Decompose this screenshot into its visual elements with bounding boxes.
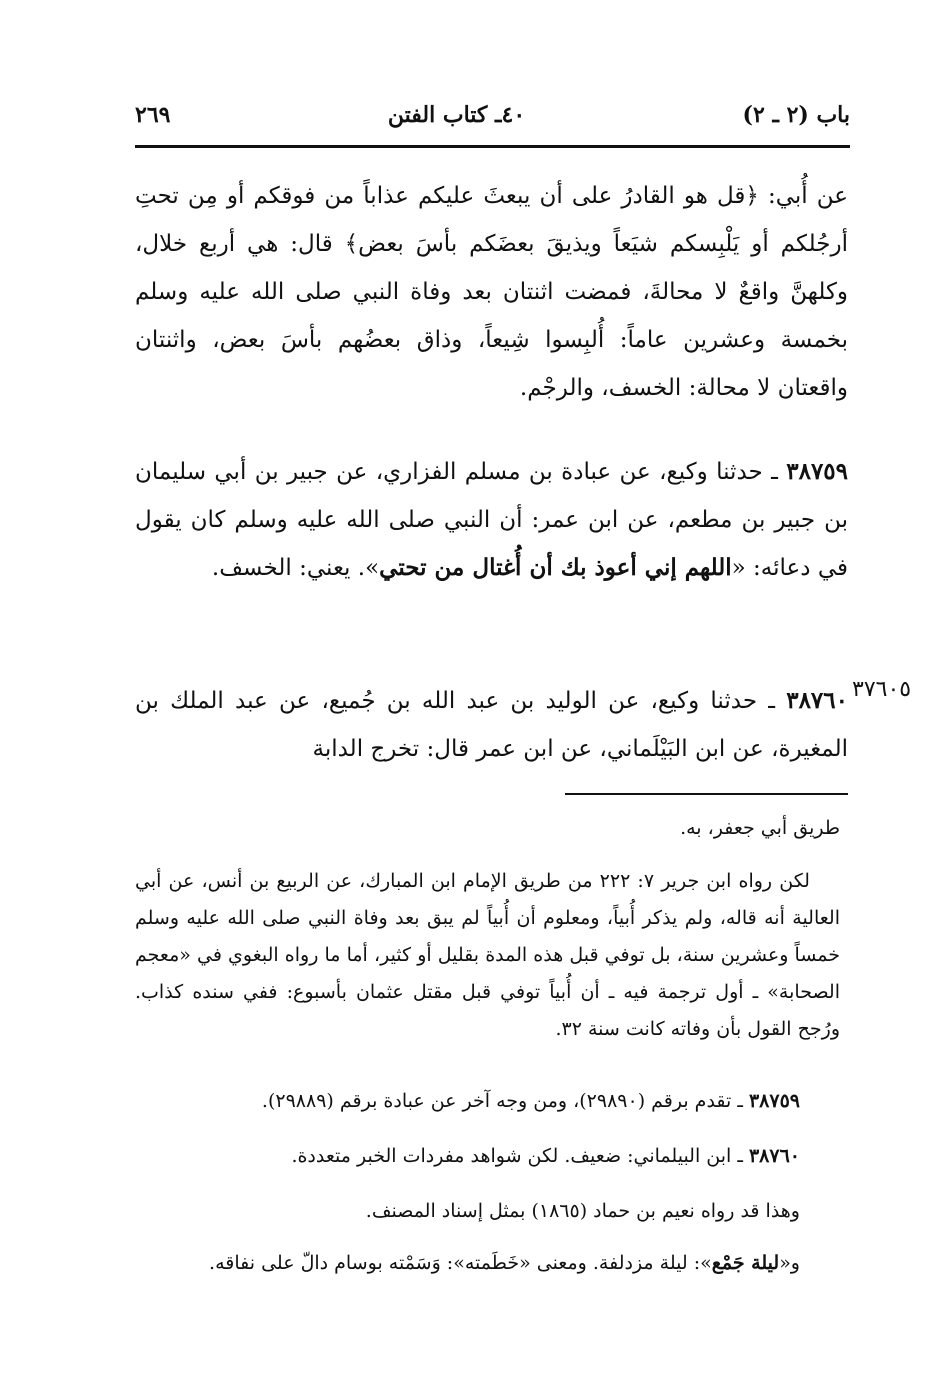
book-title: ٤٠ـ كتاب الفتن (387, 102, 526, 128)
footnote-number: ٣٨٧٥٩ (748, 1090, 800, 1112)
footnote-line (135, 810, 840, 847)
page-number: ٢٦٩ (135, 102, 171, 128)
footnote-text: »: ليلة مزدلفة. ومعنى «خَطَمته»: وَسَمْته بوسام دالّ على نفاقه. (209, 1252, 712, 1274)
footnote-text: وهذا قد رواه نعيم بن حماد (١٨٦٥) بمثل إسناد المصنف. (365, 1200, 800, 1222)
footnote-note (135, 1193, 840, 1230)
footnote-paragraph (135, 863, 840, 1048)
continuation-text: عن أُبي: ﴿قل هو القادرُ على أن يبعثَ عليكم عذاباً من فوقكم أو مِن تحتِ أرجُلكم أو يَلْبِسكم شيَعاً ويذيقَ بعضَكم بأسَ بعض﴾ قال: هي أربع خلال، وكلهنَّ واقعٌ لا محالةَ، فمضت اثنتان بعد وفاة النبي صلى الله عليه وسلم بخمسة وعشرين عاماً: أُلبِسوا شِيعاً، وذاق بعضُهم بأسَ بعض، واثنتان واقعتان لا محالة: الخسف، والرجْم. (135, 183, 848, 401)
footnote-note (135, 1245, 840, 1282)
footnote-text: ـ ابن البيلماني: ضعيف. لكن شواهد مفردات الخبر متعددة. (291, 1145, 743, 1167)
hadith-38759 (135, 448, 848, 592)
footnote-text: ـ تقدم برقم (٢٩٨٩٠)، ومن وجه آخر عن عبادة برقم (٢٩٨٨٩). (261, 1090, 743, 1112)
chapter-label: باب (٢ ـ ٢) (742, 102, 850, 128)
hadith-quote: اللهم إني أعوذ بك أن أُغتال من تحتي (379, 554, 732, 581)
footnote-separator (565, 793, 848, 795)
hadith-text: ـ حدثنا وكيع، عن الوليد بن عبد الله بن جُميع، عن عبد الملك بن المغيرة، عن ابن البَيْلَماني، عن ابن عمر قال: تخرج الدابة (135, 688, 848, 762)
hadith-number: ٣٨٧٥٩ (786, 458, 849, 485)
footnote-term: ليلة جَمْع (711, 1252, 780, 1274)
header-rule (135, 145, 850, 148)
hadith-text-end: ». يعني: الخسف. (211, 555, 380, 581)
page-header (135, 95, 850, 135)
hadith-text: ـ حدثنا وكيع، عن عبادة بن مسلم الفزاري، عن جبير بن أبي سليمان بن جبير بن مطعم، عن ابن عمر: أن النبي صلى الله عليه وسلم كان يقول في دعائه: « (135, 459, 848, 581)
footnote-text: طريق أبي جعفر، به. (680, 817, 840, 839)
hadith-38760 (135, 677, 848, 773)
continuation-paragraph (135, 172, 848, 412)
footnote-number: ٣٨٧٦٠ (748, 1145, 800, 1167)
footnote-text: لكن رواه ابن جرير ٧: ٢٢٢ من طريق الإمام ابن المبارك، عن الربيع بن أنس، عن أبي العالية أنه قاله، ولم يذكر أُبياً، ومعلوم أن أُبياً لم يبق بعد وفاة النبي صلى الله عليه وسلم خمساً وعشرين سنة، بل توفي قبل هذه المدة بقليل أو كثير، أما ما رواه البغوي في «معجم الصحابة» ـ أول ترجمة فيه ـ أن أُبياً توفي قبل مقتل عثمان بأسبوع: ففي سنده كذاب. ورُجح القول بأن وفاته كانت سنة ٣٢. (135, 870, 840, 1040)
footnote-38759 (135, 1083, 840, 1120)
margin-reference-number: ٣٧٦٠٥ (852, 677, 912, 702)
footnote-text: و« (779, 1252, 800, 1274)
footnote-38760 (135, 1138, 840, 1175)
hadith-number: ٣٨٧٦٠ (786, 687, 848, 714)
